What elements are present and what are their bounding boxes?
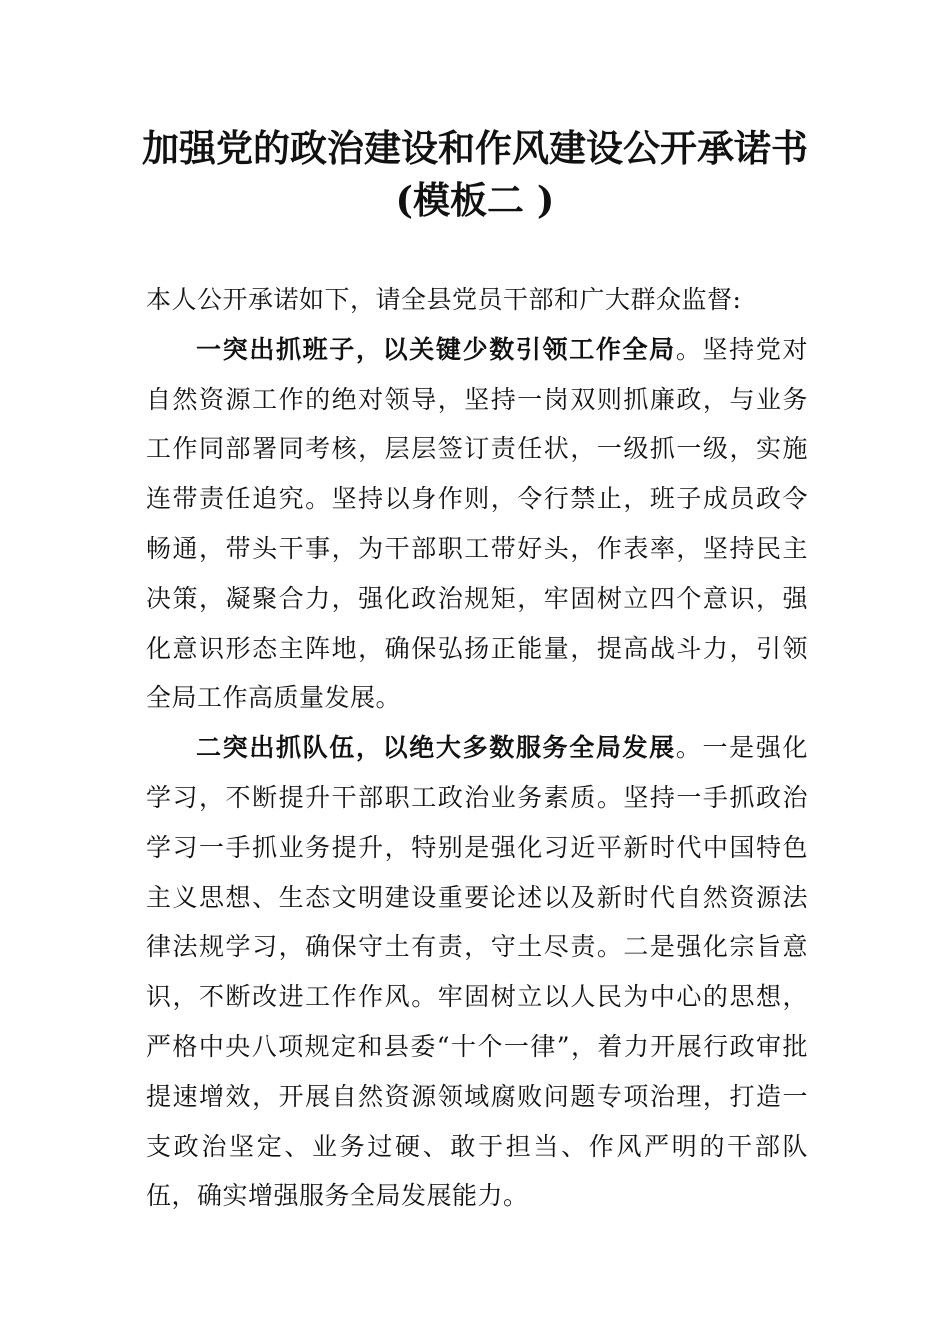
- section-text-1: 。坚持党对自然资源工作的绝对领导，坚持一岗双则抓廉政，与业务工作同部署同考核，层层签订责任状，一级抓一级，实施连带责任追究。坚持以身作则，令行禁止，班子成员政令畅通，带头干事，为干部职工带好头，作表率，坚持民主决策，凝聚合力，强化政治规矩，牢固树立四个意识，强化意识形态主阵地，确保弘扬正能量，提高战斗力，引领全局工作高质量发展。: [146, 334, 808, 713]
- section-paragraph-1: [146, 325, 808, 723]
- section-heading-2: 二突出抓队伍，以绝大多数服务全局发展: [196, 733, 676, 763]
- title-line-1: 加强党的政治建设和作风建设公开承诺书: [142, 126, 808, 170]
- section-paragraph-2: [146, 723, 808, 1221]
- section-heading-1: 一突出抓班子，以关键少数引领工作全局: [196, 334, 676, 364]
- section-text-2: 。一是强化学习，不断提升干部职工政治业务素质。坚持一手抓政治学习一手抓业务提升，特别是强化习近平新时代中国特色主义思想、生态文明建设重要论述以及新时代自然资源法律法规学习，确保守土有责，守土尽责。二是强化宗旨意识，不断改进工作作风。牢固树立以人民为中心的思想，严格中央八项规定和县委“十个一律”，着力开展行政审批提速增效，开展自然资源领域腐败问题专项治理，打造一支政治坚定、业务过硬、敢于担当、作风严明的干部队伍，确实增强服务全局发展能力。: [146, 733, 808, 1211]
- intro-paragraph: 本人公开承诺如下，请全县党员干部和广大群众监督:: [146, 285, 742, 314]
- title-line-2: (模板二 ): [395, 178, 555, 222]
- document-title: [0, 122, 950, 226]
- document-body: [146, 275, 808, 1221]
